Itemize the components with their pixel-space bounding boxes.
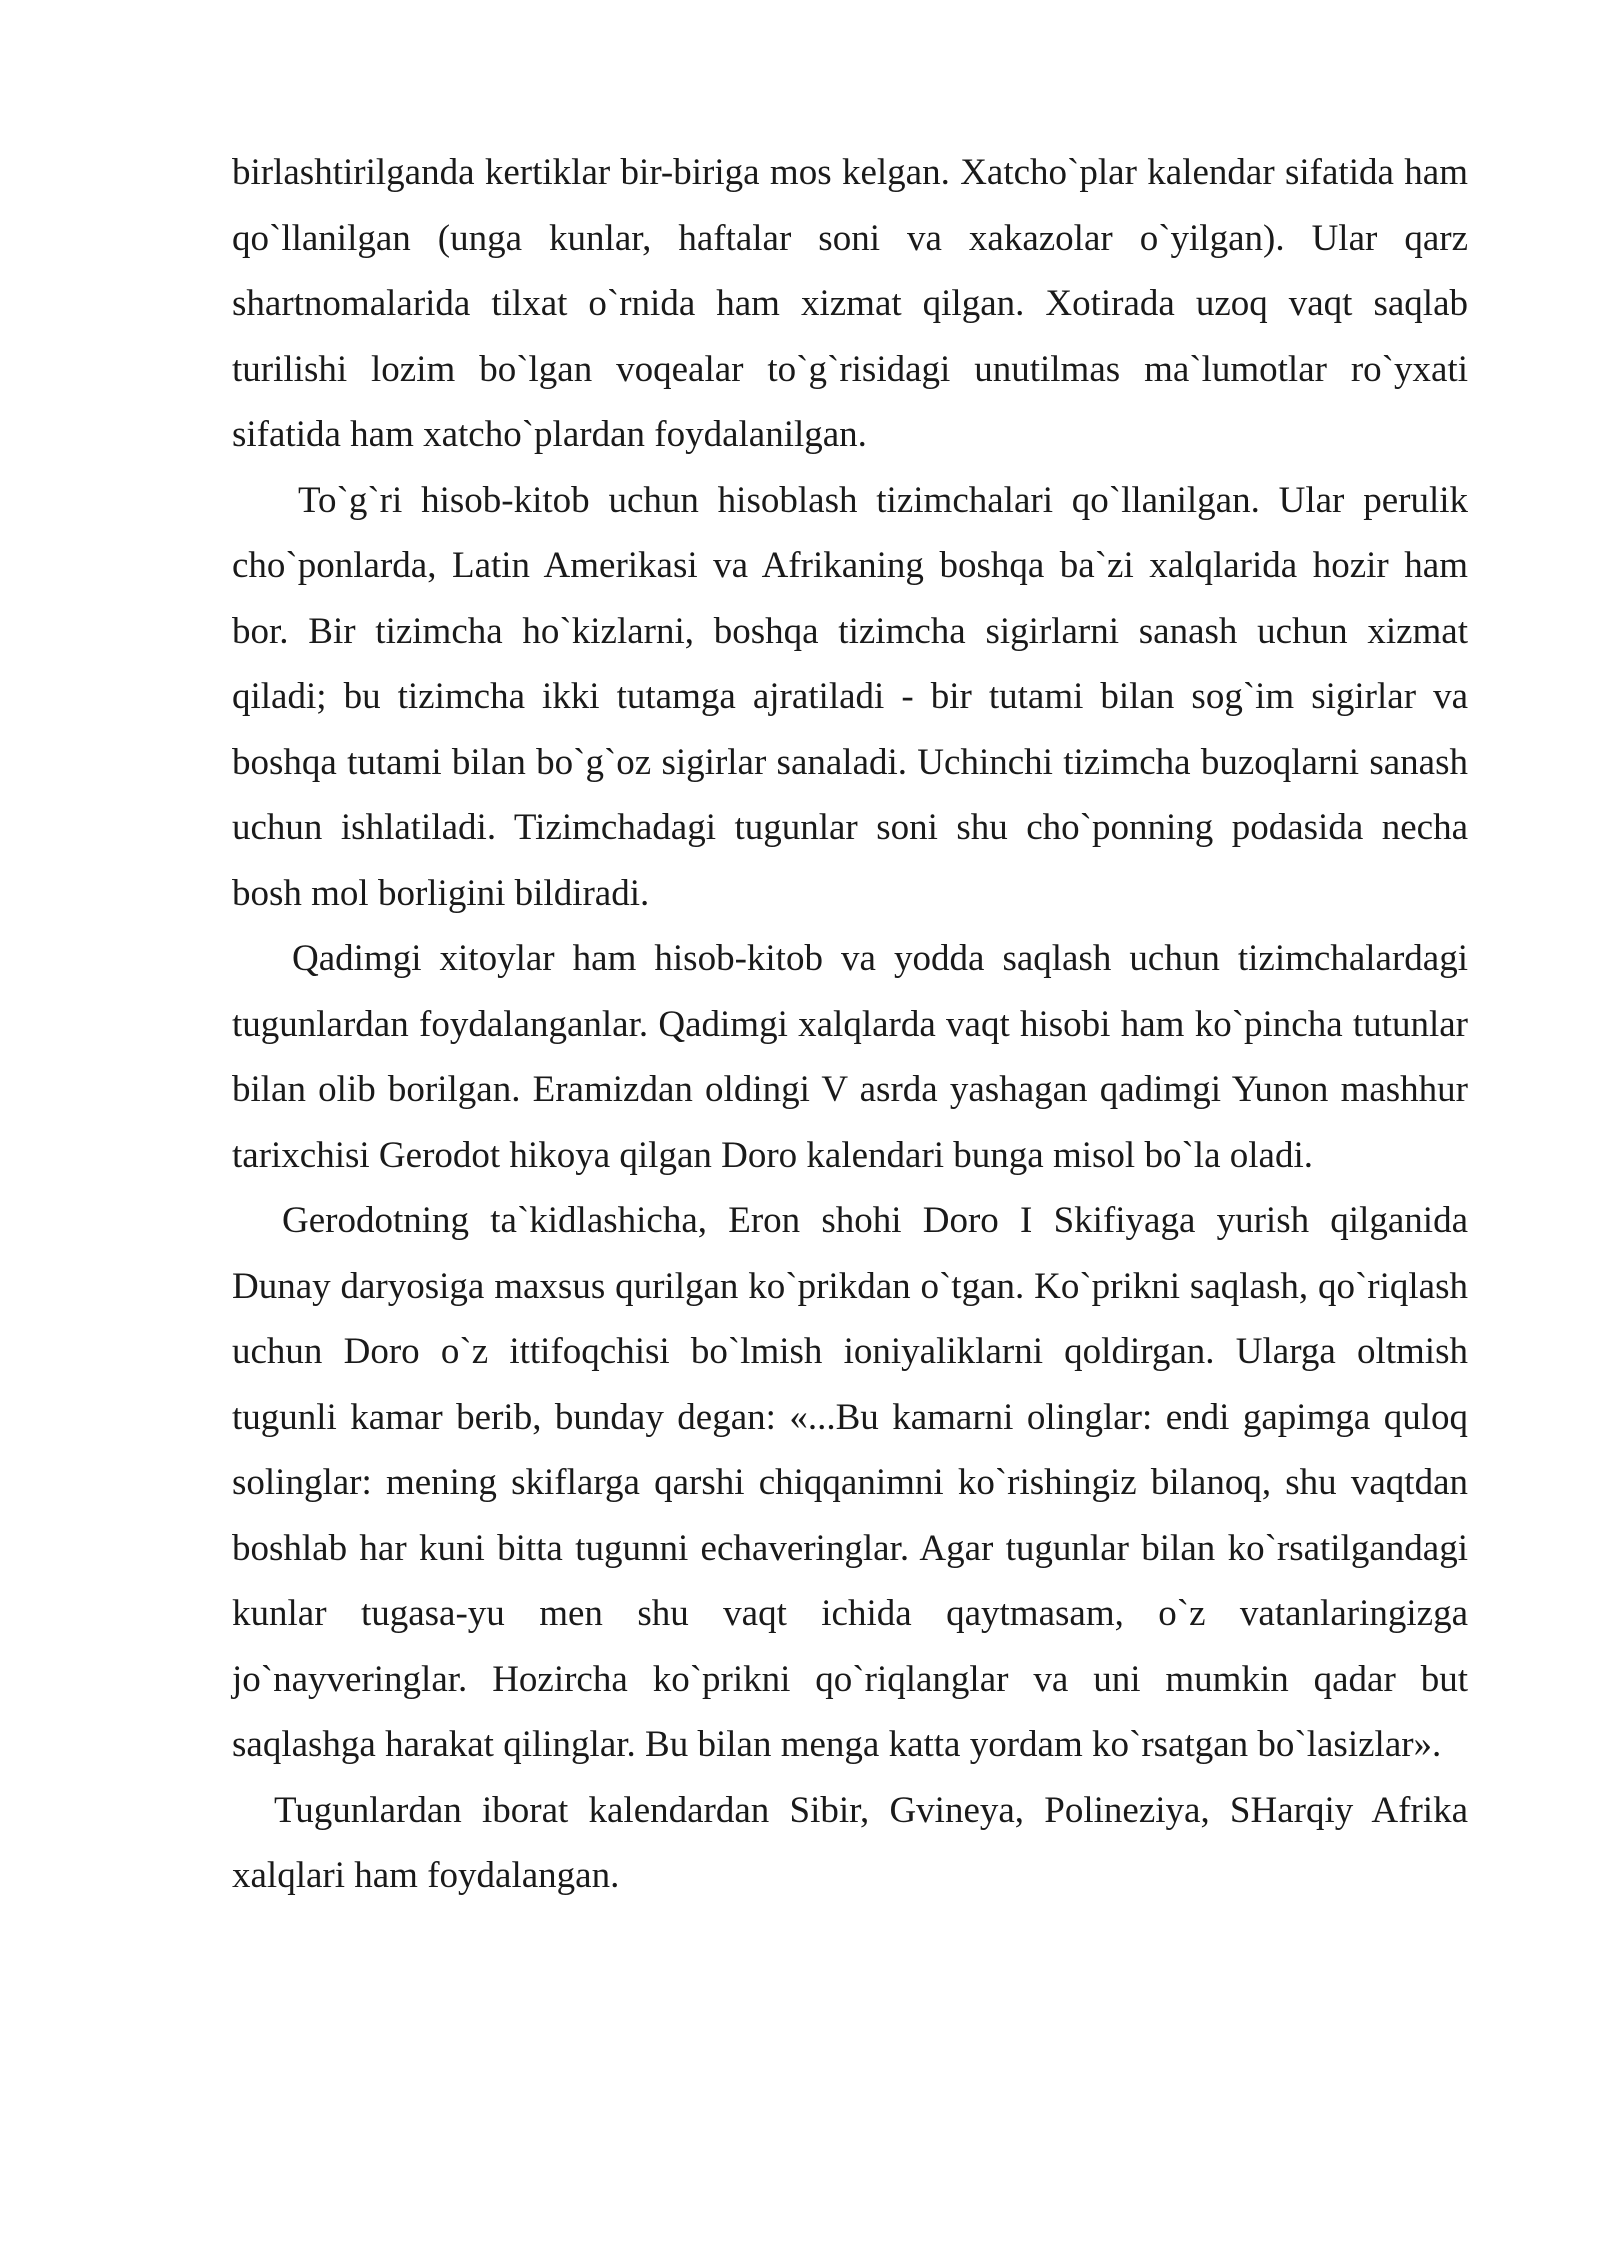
paragraph-qadimgi-xitoylar: Qadimgi xitoylar ham hisob-kitob va yodda saqlash uchun tizimchalardagi tugunlardan foydalanganlar. Qadimgi xalqlarda vaqt hisobi ham ko`pincha tutunlar bilan olib borilgan. Eramizdan oldingi V asrda yashagan qadimgi Yunon mashhur tarixchisi Gerodot hikoya qilgan Doro kalendari bunga misol bo`la oladi.	[232, 938, 1468, 1176]
paragraph-gerodot: Gerodotning ta`kidlashicha, Eron shohi Doro I Skifiyaga yurish qilganida Dunay daryosiga maxsus qurilgan ko`prikdan o`tgan. Ko`prikni saqlash, qo`riqlash uchun Doro o`z ittifoqchisi bo`lmish ioniyaliklarni qoldirgan. Ularga oltmish tugunli kamar berib, bunday degan: «...Bu kamarni olinglar: endi gapimga quloq solinglar: mening skiflarga qarshi chiqqanimni ko`rishingiz bilanoq, shu vaqtdan boshlab har kuni bitta tugunni echaveringlar. Agar tugunlar bilan ko`rsatilgandagi kunlar tugasa-yu men shu vaqt ichida qaytmasam, o`z vatanlaringizga jo`nayveringlar. Hozircha ko`prikni qo`riqlanglar va uni mumkin qadar but saqlashga harakat qilinglar. Bu bilan menga katta yordam ko`rsatgan bo`lasizlar».	[232, 1200, 1468, 1765]
document-page	[232, 140, 1468, 1909]
paragraph-xatchoplar: birlashtirilganda kertiklar bir-biriga mos kelgan. Xatcho`plar kalendar sifatida ham qo`llanilgan (unga kunlar, haftalar soni va xakazolar o`yilgan). Ular qarz shartnomalarida tilxat o`rnida ham xizmat qilgan. Xotirada uzoq vaqt saqlab turilishi lozim bo`lgan voqealar to`g`risidagi unutilmas ma`lumotlar ro`yxati sifatida ham xatcho`plardan foydalanilgan.	[232, 152, 1468, 455]
paragraph-hisoblash-tizimchalari: To`g`ri hisob-kitob uchun hisoblash tizimchalari qo`llanilgan. Ular perulik cho`ponlarda, Latin Amerikasi va Afrikaning boshqa ba`zi xalqlarida hozir ham bor. Bir tizimcha ho`kizlarni, boshqa tizimcha sigirlarni sanash uchun xizmat qiladi; bu tizimcha ikki tutamga ajratiladi - bir tutami bilan sog`im sigirlar va boshqa tutami bilan bo`g`oz sigirlar sanaladi. Uchinchi tizimcha buzoqlarni sanash uchun ishlatiladi. Tizimchadagi tugunlar soni shu cho`ponning podasida necha bosh mol borligini bildiradi.	[232, 479, 1468, 914]
paragraph-tugunli-kalendar: Tugunlardan iborat kalendardan Sibir, Gvineya, Polineziya, SHarqiy Afrika xalqlari ham foydalangan.	[232, 1789, 1468, 1896]
